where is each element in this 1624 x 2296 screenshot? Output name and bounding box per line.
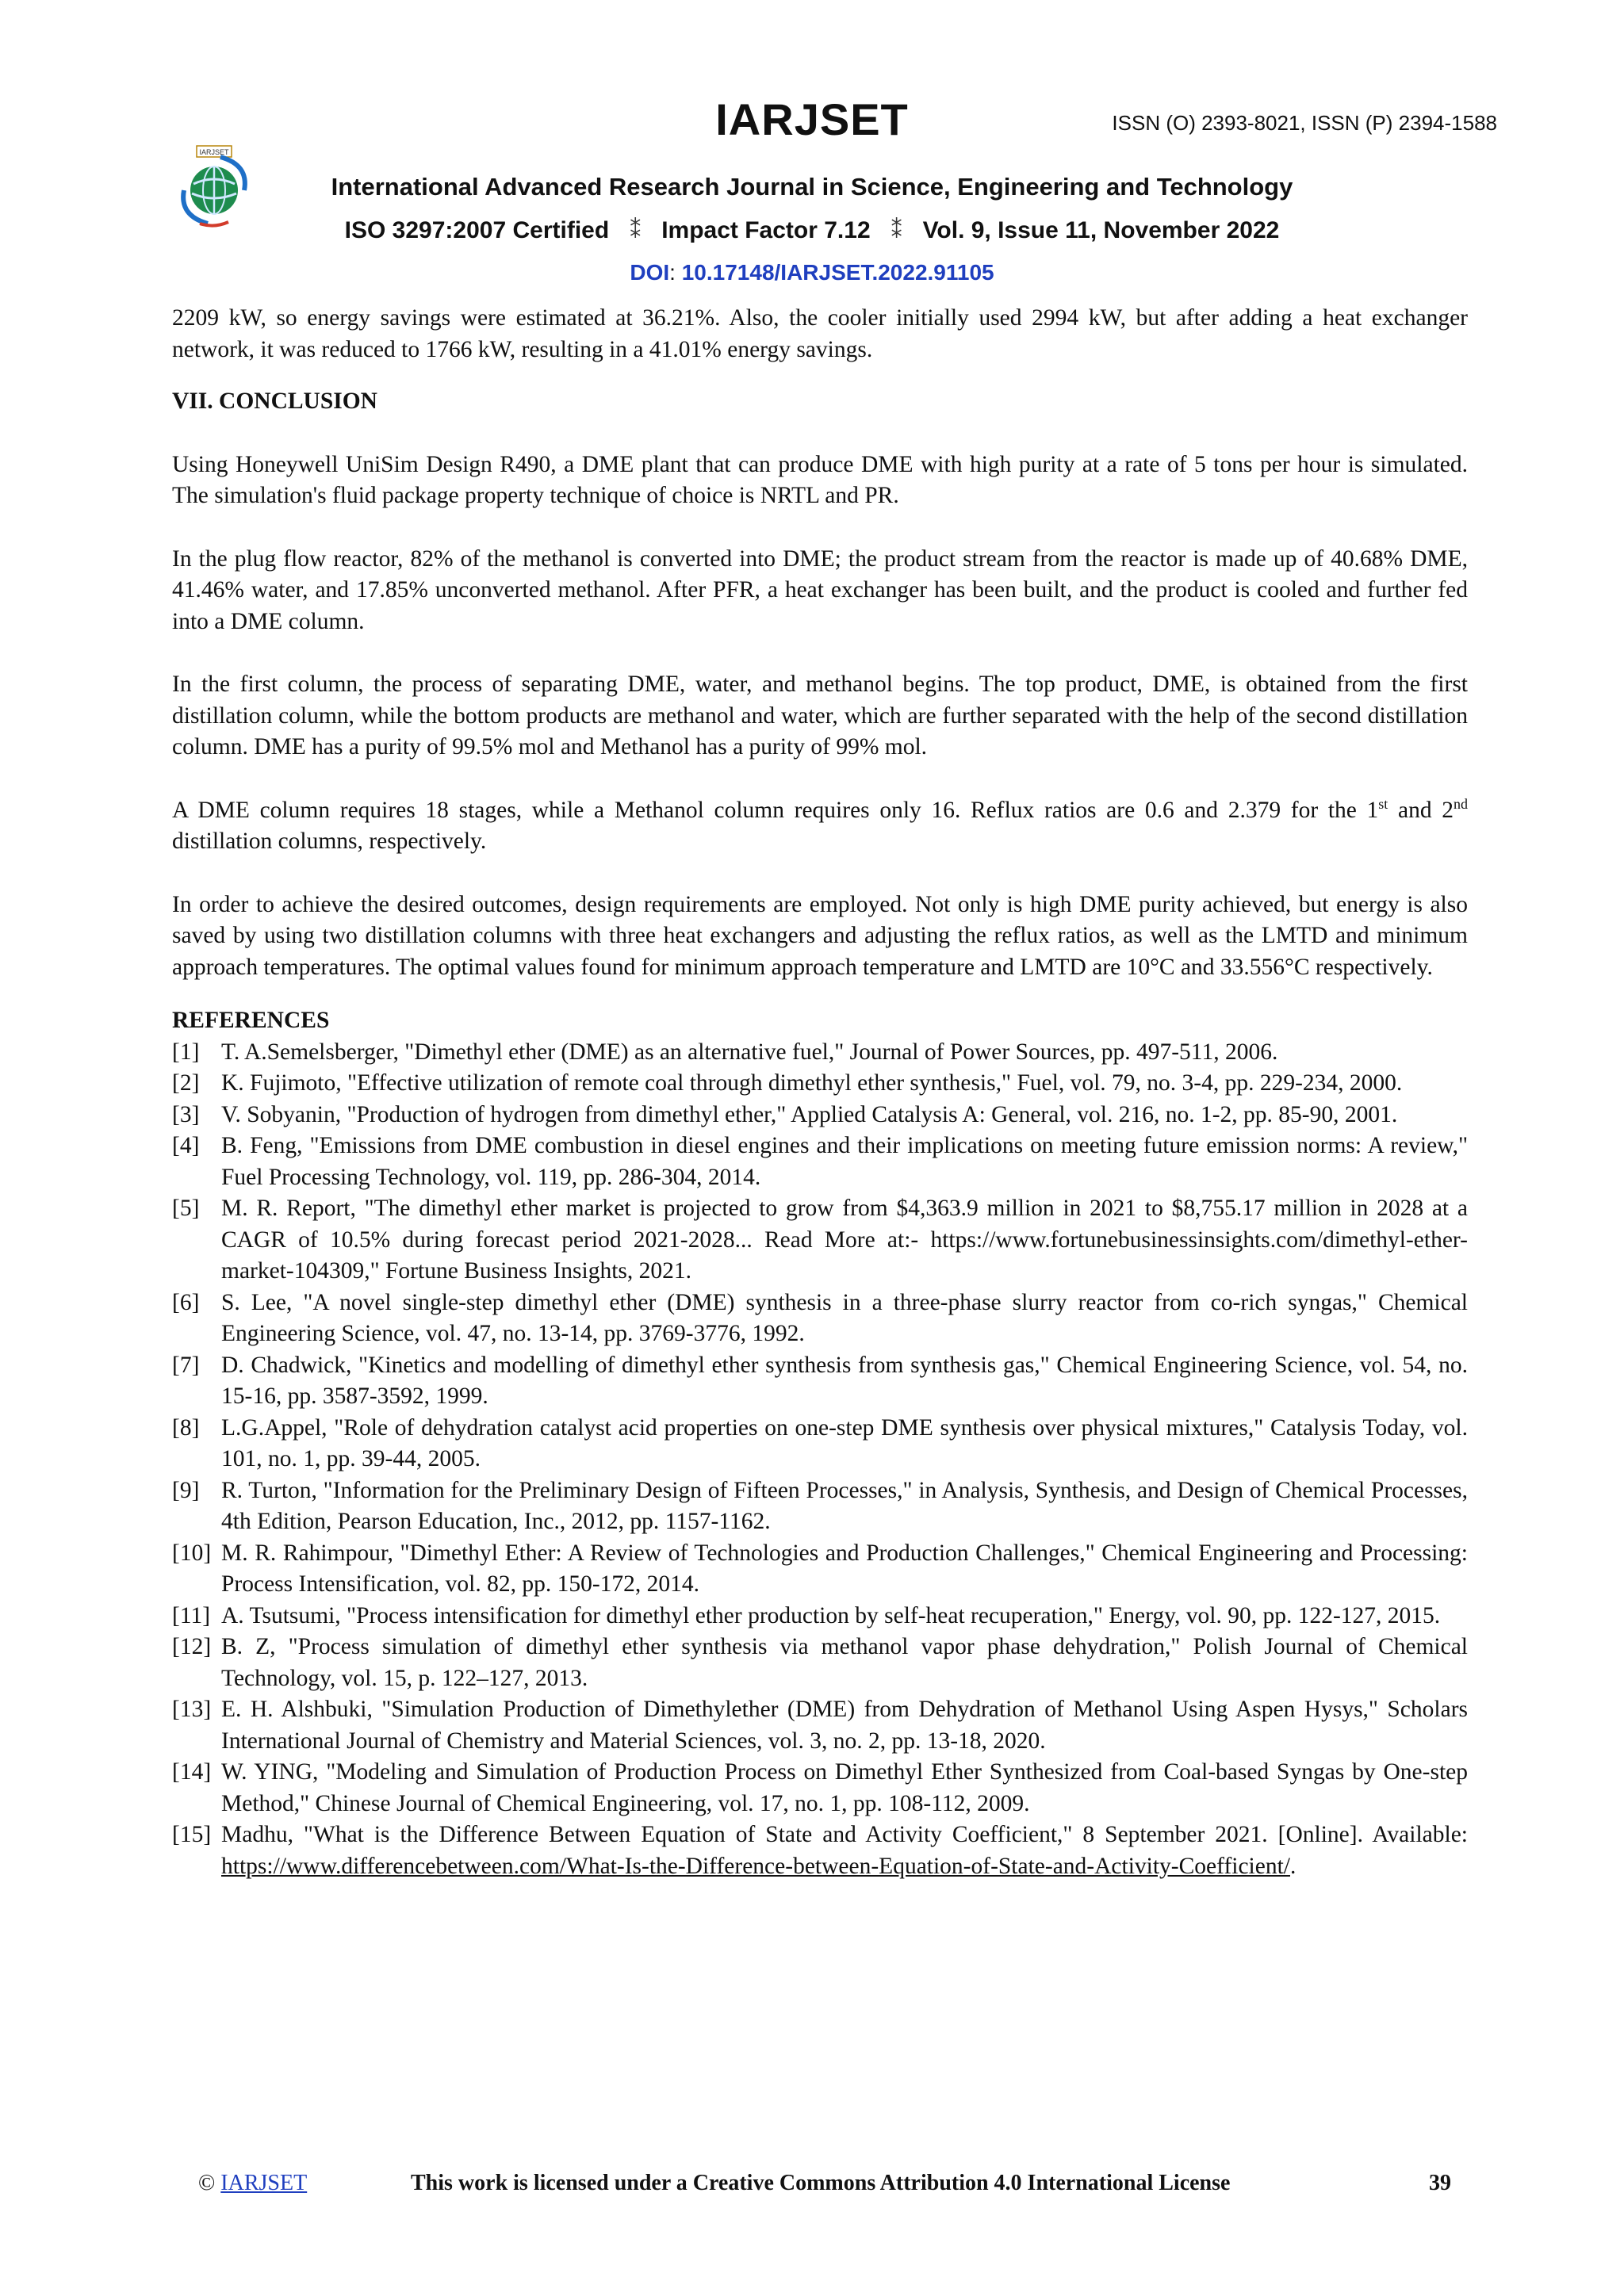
volume-issue: Vol. 9, Issue 11, November 2022 (922, 217, 1280, 243)
conclusion-paragraph: In the plug flow reactor, 82% of the methanol is converted into DME; the product stream from the reactor is made up of 40.68% DME, 41.46% water, and 17.85% unconverted methanol. After PFR, a heat exchanger has been built, and the product is cooled and further fed into a DME column. (172, 545, 1468, 634)
reference-number: [9] (172, 1477, 200, 1503)
copyright (198, 2171, 307, 2196)
reference-item (172, 1068, 1468, 1100)
reflux-text: and 2 (1388, 797, 1454, 823)
doi-label: DOI (630, 260, 670, 285)
conclusion-paragraph: In the first column, the process of separating DME, water, and methanol begins. The top product, DME, is obtained from the first distillation column, while the bottom products are methanol and water, which are further separated with the help of the second distillation column. DME has a purity of 99.5% mol and Methanol has a purity of 99% mol. (172, 672, 1468, 760)
reference-number: [14] (172, 1759, 212, 1785)
reference-number: [15] (172, 1822, 212, 1847)
reference-text: R. Turton, "Information for the Preliminary Design of Fifteen Processes," in Analysis, Synthesis, and Design of Chemical Processes, 4th Edition, Pearson Education, Inc., 2012, pp. 1157-1162. (221, 1477, 1468, 1534)
journal-abbreviation: IARJSET (715, 94, 909, 144)
intro-paragraph: 2209 kW, so energy savings were estimated at 36.21%. Also, the cooler initially used 2994 kW, but after adding a heat exchanger network, it was reduced to 1766 kW, resulting in a 41.01% energy savings. (172, 305, 1468, 362)
certification-line (0, 217, 1624, 244)
reference-text: B. Z, "Process simulation of dimethyl ether synthesis via methanol vapor phase dehydration," Polish Journal of Chemical Technology, vol. 15, p. 122–127, 2013. (221, 1634, 1468, 1691)
svg-text:IARJSET: IARJSET (199, 148, 229, 156)
references-list (172, 1037, 1468, 1883)
reference-item (172, 1820, 1468, 1882)
iarjset-link[interactable]: IARJSET (220, 2171, 308, 2195)
conclusion-paragraph: Using Honeywell UniSim Design R490, a DME plant that can produce DME with high purity at a rate of 5 tons per hour is simulated. The simulation's fluid package property technique of choice is NRTL and PR. (172, 451, 1468, 508)
iso-certification: ISO 3297:2007 Certified (344, 217, 610, 243)
reference-text: Madhu, "What is the Difference Between Equation of State and Activity Coefficient," 8 September 2021. [Online]. Available: (221, 1822, 1468, 1847)
reference-number: [5] (172, 1196, 200, 1221)
final-paragraph: In order to achieve the desired outcomes, design requirements are employed. Not only is high DME purity achieved, but energy is also saved by using two distillation columns with three heat exchangers and adjusting the reflux ratios, as well as the LMTD and minimum approach temperatures. The optimal values found for minimum approach temperature and LMTD are 10°C and 33.556°C respectively. (172, 891, 1468, 980)
superscript: nd (1454, 795, 1469, 812)
superscript: st (1378, 795, 1388, 812)
journal-name: International Advanced Research Journal in Science, Engineering and Technology (331, 173, 1293, 201)
reference-text: K. Fujimoto, "Effective utilization of remote coal through dimethyl ether synthesis," Fuel, vol. 79, no. 3-4, pp. 229-234, 2000. (221, 1070, 1403, 1096)
reference-item (172, 1131, 1468, 1193)
conclusion-heading: VII. CONCLUSION (172, 388, 377, 414)
reference-number: [10] (172, 1540, 212, 1566)
reference-link[interactable]: https://www.differencebetween.com/What-Is-the-Difference-between-Equation-of-State-and-Activity-Coefficient/ (221, 1853, 1290, 1879)
reference-number: [8] (172, 1414, 200, 1441)
reference-number: [13] (172, 1697, 212, 1722)
reflux-text: A DME column requires 18 stages, while a Methanol column requires only 16. Reflux ratios are 0.6 and 2.379 for the 1 (172, 797, 1379, 823)
issn-numbers: ISSN (O) 2393-8021, ISSN (P) 2394-1588 (1112, 111, 1497, 135)
page-number: 39 (1429, 2171, 1451, 2195)
reference-text: B. Feng, "Emissions from DME combustion in diesel engines and their implications on meeting future emission norms: A review," Fuel Processing Technology, vol. 119, pp. 286-304, 2014. (221, 1133, 1468, 1190)
reference-item (172, 1475, 1468, 1538)
reference-number: [12] (172, 1634, 212, 1659)
reflux-text: distillation columns, respectively. (172, 828, 487, 854)
license-notice: This work is licensed under a Creative Commons Attribution 4.0 International License (411, 2171, 1231, 2195)
reference-item (172, 1694, 1468, 1757)
reference-item (172, 1037, 1468, 1069)
reference-item (172, 1757, 1468, 1820)
reference-item (172, 1288, 1468, 1350)
reference-item (172, 1413, 1468, 1475)
reference-item (172, 1538, 1468, 1601)
reference-number: [11] (172, 1602, 211, 1628)
reference-number: [6] (172, 1289, 200, 1315)
reference-text: V. Sobyanin, "Production of hydrogen from dimethyl ether," Applied Catalysis A: General, vol. 216, no. 1-2, pp. 85-90, 2001. (221, 1101, 1398, 1127)
reference-item (172, 1193, 1468, 1288)
reference-text: T. A.Semelsberger, "Dimethyl ether (DME) as an alternative fuel," Journal of Power Sources, pp. 497-511, 2006. (221, 1039, 1278, 1065)
reference-text: E. H. Alshbuki, "Simulation Production of Dimethylether (DME) from Dehydration of Methanol Using Aspen Hysys," Scholars International Journal of Chemistry and Material Sciences, vol. 3, no. 2, pp. 13-18, 2020. (221, 1697, 1468, 1754)
reference-number: [3] (172, 1101, 200, 1127)
reference-item (172, 1632, 1468, 1694)
reference-item (172, 1100, 1468, 1131)
reference-text: M. R. Report, "The dimethyl ether market is projected to grow from $4,363.9 million in 2021 to $8,755.17 million in 2028 at a CAGR of 10.5% during forecast period 2021-2028... Read More at:- https://www.fortunebusinessinsights.com/dimethyl-ether-market-104309," Fortune Business Insights, 2021. (221, 1196, 1468, 1284)
reference-item (172, 1350, 1468, 1413)
reference-item (172, 1601, 1468, 1632)
reference-text: W. YING, "Modeling and Simulation of Production Process on Dimethyl Ether Synthesized from Coal-based Syngas by One-step Method," Chinese Journal of Chemical Engineering, vol. 17, no. 1, pp. 108-112, 2009. (221, 1759, 1468, 1816)
doi-line: DOI: 10.17148/IARJSET.2022.91105 (630, 260, 994, 285)
reflux-paragraph (172, 795, 1468, 858)
separator-icon: ⁑ (891, 218, 902, 243)
reference-text: S. Lee, "A novel single-step dimethyl ether (DME) synthesis in a three-phase slurry reactor from co-rich syngas," Chemical Engineering Science, vol. 47, no. 13-14, pp. 3769-3776, 1992. (221, 1289, 1468, 1346)
reference-text: . (1289, 1853, 1297, 1879)
reference-number: [4] (172, 1133, 200, 1158)
reference-text: D. Chadwick, "Kinetics and modelling of dimethyl ether synthesis from synthesis gas," Chemical Engineering Science, vol. 54, no. 15-16, pp. 3587-3592, 1999. (221, 1352, 1468, 1409)
paper-body (172, 303, 1468, 1882)
page-footer (198, 2171, 1451, 2202)
reference-number: [2] (172, 1070, 200, 1096)
reference-number: [7] (172, 1352, 200, 1378)
references-heading: REFERENCES (172, 1008, 330, 1033)
impact-factor: Impact Factor 7.12 (661, 217, 871, 243)
separator-icon: ⁑ (630, 218, 642, 243)
copyright-icon: © (198, 2171, 216, 2195)
reference-text: M. R. Rahimpour, "Dimethyl Ether: A Review of Technologies and Production Challenges," Chemical Engineering and Processing: Process Intensification, vol. 82, pp. 150-172, 2014. (221, 1540, 1468, 1597)
reference-text: A. Tsutsumi, "Process intensification for dimethyl ether production by self-heat recuperation," Energy, vol. 90, pp. 122-127, 2015. (221, 1602, 1441, 1628)
reference-number: [1] (172, 1039, 200, 1065)
doi-link[interactable]: 10.17148/IARJSET.2022.91105 (681, 260, 994, 285)
reference-text: L.G.Appel, "Role of dehydration catalyst acid properties on one-step DME synthesis over physical mixtures," Catalysis Today, vol. 101, no. 1, pp. 39-44, 2005. (221, 1414, 1468, 1471)
